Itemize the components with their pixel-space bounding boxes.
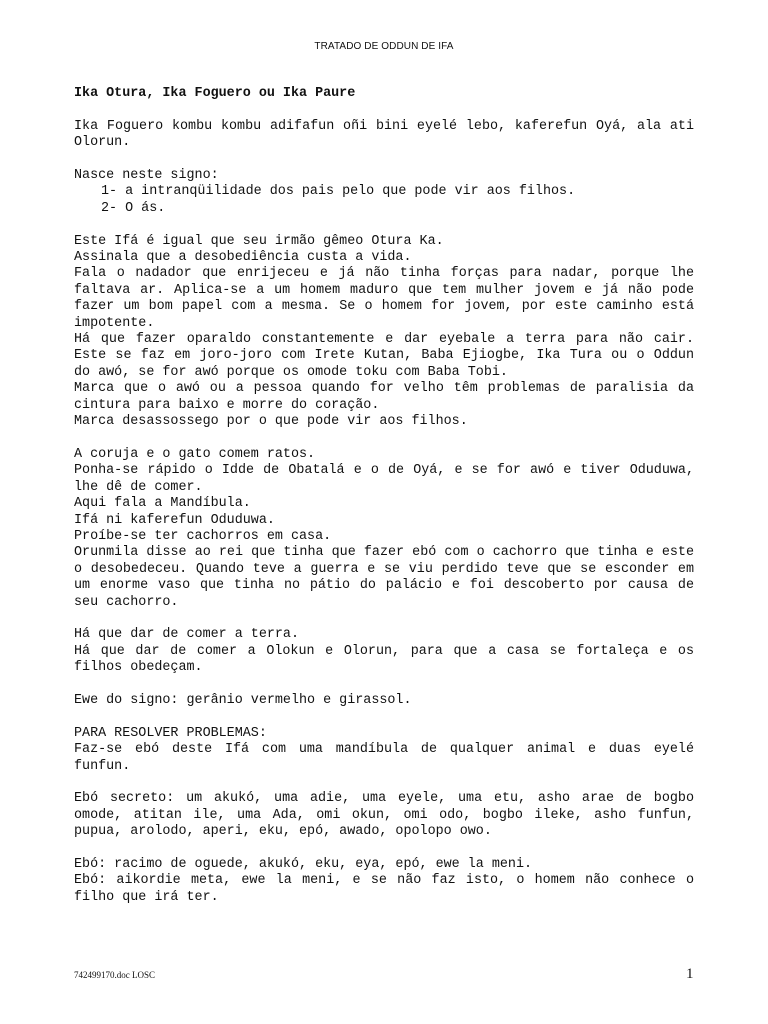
- ebo-line: Ebó: aikordie meta, ewe la meni, e se não faz isto, o homem não conhece o filho que irá ter.: [74, 873, 694, 905]
- page-header: TRATADO DE ODDUN DE IFA: [314, 41, 454, 52]
- text-line: Marca desassossego por o que pode vir aos filhos.: [74, 414, 468, 430]
- text-line: Aqui fala a Mandíbula.: [74, 496, 251, 512]
- ebo-secreto-paragraph: Ebó secreto: um akukó, uma adie, uma eyele, uma etu, asho arae de bogbo omode, atitan ile, uma Ada, omi okun, omi odo, bogbo ileke, asho funfun, pupua, arolodo, aperi, eku, epó, awado, opolopo owo.: [74, 791, 694, 840]
- nasce-label: Nasce neste signo:: [74, 168, 219, 183]
- text-line: Há que fazer oparaldo constantemente e dar eyebale a terra para não cair. Este se faz em joro-joro com Irete Kutan, Baba Ejiogbe, Ika Tura ou o Oddun do awó, se for awó porque os omode toku com Baba Tobi.: [74, 332, 694, 380]
- text-line: Marca que o awó ou a pessoa quando for velho têm problemas de paralisia da cintura para baixo e morre do coração.: [74, 381, 694, 413]
- ebo-line: Ebó: racimo de oguede, akukó, eku, eya, epó, ewe la meni.: [74, 856, 533, 872]
- nasce-section: [74, 168, 694, 217]
- paragraph-3: [74, 234, 694, 431]
- document-body: [74, 86, 694, 906]
- ewe-paragraph: Ewe do signo: gerânio vermelho e girassol.: [74, 692, 412, 708]
- text-line: Ifá ni kaferefun Oduduwa.: [74, 512, 275, 528]
- paragraph-4: [74, 447, 694, 611]
- resolver-label: PARA RESOLVER PROBLEMAS:: [74, 725, 267, 741]
- document-title: Ika Otura, Ika Foguero ou Ika Paure: [74, 86, 356, 101]
- nasce-item: 2- O ás.: [101, 200, 166, 216]
- text-line: A coruja e o gato comem ratos.: [74, 446, 316, 462]
- page-number: 1: [686, 966, 694, 982]
- text-line: Há que dar de comer a terra.: [74, 627, 299, 643]
- text-line: Assinala que a desobediência custa a vida.: [74, 250, 412, 266]
- ebo-section: [74, 857, 694, 906]
- text-line: Proíbe-se ter cachorros em casa.: [74, 528, 332, 544]
- paragraph-5: [74, 627, 694, 676]
- text-line: Orunmila disse ao rei que tinha que fazer ebó com o cachorro que tinha e este o desobedeceu. Quando teve a guerra e se viu perdido teve que se esconder em um enorme vaso que tinha no pátio do palácio e foi descoberto por causa de seu cachorro.: [74, 545, 694, 610]
- resolver-section: [74, 726, 694, 775]
- text-line: Há que dar de comer a Olokun e Olorun, para que a casa se fortaleça e os filhos obedeçam.: [74, 643, 694, 676]
- text-line: Ponha-se rápido o Idde de Obatalá e o de Oyá, e se for awó e tiver Oduduwa, lhe dê de comer.: [74, 463, 694, 495]
- footer-filename: 742499170.doc LOSC: [74, 970, 155, 980]
- nasce-item: 1- a intranqüilidade dos pais pelo que pode vir aos filhos.: [101, 184, 576, 200]
- text-line: Fala o nadador que enrijeceu e já não tinha forças para nadar, porque lhe faltava ar. Aplica-se a um homem maduro que tem mulher jovem e já não pode fazer um bom papel com a mesma. Se o homem for jovem, por este caminho está impotente.: [74, 266, 694, 331]
- text-line: Este Ifá é igual que seu irmão gêmeo Otura Ka.: [74, 233, 444, 249]
- resolver-text: Faz-se ebó deste Ifá com uma mandíbula de qualquer animal e duas eyelé funfun.: [74, 742, 694, 774]
- intro-paragraph: Ika Foguero kombu kombu adifafun oñi bini eyelé lebo, kaferefun Oyá, ala ati Olorun.: [74, 118, 694, 151]
